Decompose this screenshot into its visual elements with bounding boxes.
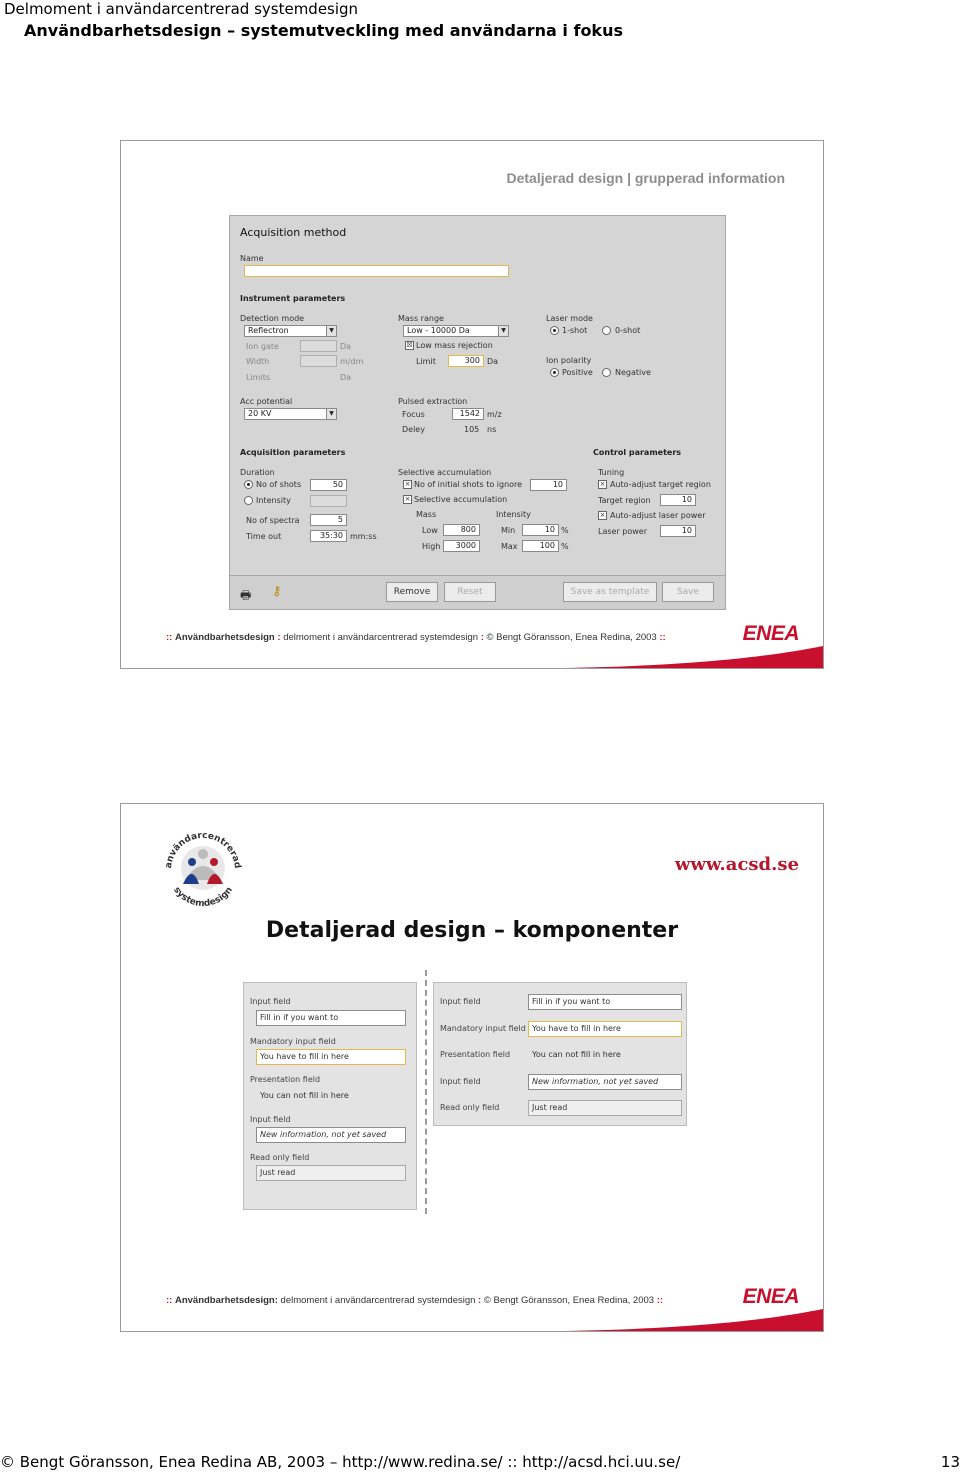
mass-range-label: Mass range [398, 314, 444, 323]
no-of-shots-label: No of shots [256, 480, 302, 489]
limit-label: Limit [416, 357, 436, 366]
mass-range-value: Low - 10000 Da [407, 326, 470, 335]
red-wedge-decoration [563, 646, 823, 668]
low-label: Low [422, 526, 438, 535]
input-field-example[interactable]: Fill in if you want to [256, 1010, 406, 1026]
components-panel-vertical [243, 982, 417, 1210]
input-field-2-label: Input field [440, 1077, 481, 1086]
initial-shots-checkbox[interactable]: × [404, 480, 411, 488]
no-of-spectra-input[interactable]: 5 [310, 514, 347, 526]
laser-power-input[interactable]: 10 [660, 525, 696, 537]
min-label: Min [501, 526, 516, 535]
focus-unit: m/z [487, 410, 502, 419]
slide-components [120, 803, 824, 1332]
high-label: High [422, 542, 441, 551]
auto-laser-checkbox[interactable]: × [599, 511, 606, 519]
intensity-column-label: Intensity [496, 510, 531, 519]
auto-target-label: Auto-adjust target region [610, 480, 711, 489]
selective-accumulation-cb-label: Selective accumulation [414, 495, 508, 504]
footer-credit: © Bengt Göransson, Enea Redina, 2003 [483, 1295, 655, 1306]
chevron-down-icon: ▼ [498, 326, 508, 336]
ion-gate-input[interactable] [300, 340, 337, 352]
acc-potential-value: 20 KV [248, 409, 272, 418]
footer-bold: Användbarhetsdesign: [174, 1295, 278, 1306]
key-icon[interactable]: ⚷ [272, 584, 282, 599]
footer-prefix: :: [166, 1295, 173, 1306]
enea-logo: ENEA [742, 1285, 799, 1308]
red-wedge-decoration [563, 1309, 823, 1331]
auto-target-checkbox[interactable]: × [599, 480, 606, 488]
high-input[interactable]: 3000 [443, 540, 480, 552]
slide-grouped-information [120, 140, 824, 669]
enea-logo: ENEA [742, 622, 799, 645]
dialog-title: Acquisition method [240, 226, 347, 239]
footer-prefix: :: [166, 632, 173, 643]
acc-potential-label: Acc potential [240, 397, 293, 406]
mass-range-select[interactable] [403, 325, 509, 337]
intensity-input[interactable] [310, 495, 347, 507]
save-button[interactable]: Save [662, 582, 714, 602]
remove-button[interactable]: Remove [386, 582, 438, 602]
no-of-spectra-label: No of spectra [246, 516, 300, 525]
limit-unit: Da [487, 357, 499, 366]
laser-mode-1shot-radio[interactable] [550, 326, 559, 335]
footer-suffix: :: [656, 1295, 664, 1306]
limits-label: Limits [246, 373, 270, 382]
laser-mode-1shot-label: 1-shot [562, 326, 588, 335]
low-mass-rejection-checkbox[interactable]: ☒ [406, 341, 413, 349]
slide-footer [166, 1295, 663, 1306]
read-only-field-label: Read only field [440, 1103, 500, 1112]
slide-footer [166, 632, 666, 643]
presentation-field-label: Presentation field [250, 1075, 321, 1084]
name-label: Name [240, 254, 264, 263]
input-field-example[interactable]: Fill in if you want to [528, 994, 682, 1010]
width-unit: m/dm [340, 357, 364, 366]
delay-value: 105 [464, 425, 480, 434]
mandatory-field-label: Mandatory input field [440, 1024, 526, 1033]
delay-unit: ns [487, 425, 497, 434]
mass-label: Mass [416, 510, 437, 519]
footer-suffix: :: [659, 632, 666, 643]
presentation-field-example: You can not fill in here [532, 1050, 621, 1059]
presentation-field-label: Presentation field [440, 1050, 511, 1059]
width-input[interactable] [300, 355, 337, 367]
acc-potential-select[interactable] [244, 408, 337, 420]
focus-label: Focus [402, 410, 425, 419]
instrument-parameters-header: Instrument parameters [240, 294, 346, 303]
detection-mode-value: Reflectron [248, 326, 289, 335]
footer-separator: : [480, 632, 484, 643]
ion-polarity-label: Ion polarity [546, 356, 592, 365]
read-only-field-example: Just read [528, 1100, 682, 1116]
control-parameters-header: Control parameters [593, 448, 682, 457]
detection-mode-label: Detection mode [240, 314, 305, 323]
max-percent: % [561, 542, 569, 551]
limit-input[interactable]: 300 [448, 355, 484, 367]
name-input[interactable] [244, 265, 509, 277]
max-input[interactable]: 100 [522, 540, 559, 552]
min-input[interactable]: 10 [522, 524, 559, 536]
duration-shots-radio[interactable] [244, 480, 253, 489]
min-percent: % [561, 526, 569, 535]
chevron-down-icon: ▼ [326, 326, 336, 336]
ion-gate-unit: Da [340, 342, 352, 351]
width-label: Width [246, 357, 270, 366]
delay-label: Deley [402, 425, 425, 434]
mandatory-field-label: Mandatory input field [250, 1037, 336, 1046]
polarity-positive-label: Positive [562, 368, 593, 377]
ion-gate-label: Ion gate [246, 342, 279, 351]
low-input[interactable]: 800 [443, 524, 480, 536]
selective-accumulation-label: Selective accumulation [398, 468, 492, 477]
chevron-down-icon: ▼ [326, 409, 336, 419]
selective-accumulation-checkbox[interactable]: × [404, 495, 411, 503]
unsaved-field-example[interactable]: New information, not yet saved [528, 1074, 682, 1090]
polarity-positive-radio[interactable] [550, 368, 559, 377]
limits-unit: Da [340, 373, 352, 382]
pulsed-extraction-label: Pulsed extraction [398, 397, 468, 406]
acquisition-method-dialog [229, 215, 726, 610]
time-out-unit: mm:ss [350, 532, 377, 541]
auto-laser-label: Auto-adjust laser power [610, 511, 706, 520]
presentation-field-example: You can not fill in here [260, 1091, 349, 1100]
time-out-label: Time out [246, 532, 282, 541]
page-number: 13 [940, 1453, 960, 1471]
unsaved-field-example[interactable]: New information, not yet saved [256, 1127, 406, 1143]
low-mass-rejection-label: Low mass rejection [416, 341, 493, 350]
target-region-input[interactable]: 10 [660, 494, 696, 506]
input-field-label: Input field [250, 997, 291, 1006]
slide-heading: Detaljerad design | grupperad information [506, 170, 785, 186]
no-of-shots-input[interactable]: 50 [310, 479, 347, 491]
logo-text-top: användarcentrerad [163, 830, 243, 870]
tuning-label: Tuning [598, 468, 625, 477]
footer-separator: : [478, 1295, 482, 1306]
components-title: Detaljerad design – komponenter [265, 918, 679, 943]
mandatory-field-example[interactable]: You have to fill in here [256, 1049, 406, 1065]
laser-mode-label: Laser mode [546, 314, 593, 323]
initial-shots-input[interactable]: 10 [530, 479, 567, 491]
target-region-label: Target region [598, 496, 651, 505]
acquisition-parameters-header: Acquisition parameters [240, 448, 346, 457]
footer-separator: : [277, 632, 281, 643]
components-panel-horizontal [433, 982, 687, 1126]
duration-label: Duration [240, 468, 275, 477]
save-as-template-button[interactable]: Save as template [563, 582, 657, 602]
footer-bold: Användbarhetsdesign [174, 632, 275, 643]
laser-power-label: Laser power [598, 527, 648, 536]
read-only-field-label: Read only field [250, 1153, 310, 1162]
acsd-logo [159, 822, 247, 910]
page-footer-text: © Bengt Göransson, Enea Redina AB, 2003 – http://www.redina.se/ :: http://acsd.hci.uu.se/ [0, 1453, 681, 1471]
print-icon[interactable]: 🖶 [240, 588, 252, 602]
focus-input[interactable]: 1542 [452, 408, 484, 420]
input-field-label: Input field [440, 997, 481, 1006]
dialog-button-bar [230, 575, 725, 609]
footer-text: delmoment i användarcentrerad systemdesign [280, 1295, 476, 1306]
reset-button[interactable]: Reset [444, 582, 496, 602]
duration-intensity-radio[interactable] [244, 496, 253, 505]
document-title: Delmoment i användarcentrerad systemdesign [4, 0, 359, 18]
intensity-label: Intensity [256, 496, 291, 505]
max-label: Max [501, 542, 518, 551]
time-out-input[interactable]: 35:30 [310, 530, 347, 542]
mandatory-field-example[interactable]: You have to fill in here [528, 1021, 682, 1037]
input-field-2-label: Input field [250, 1115, 291, 1124]
initial-shots-label: No of initial shots to ignore [414, 480, 523, 489]
footer-credit: © Bengt Göransson, Enea Redina, 2003 [486, 632, 657, 643]
laser-mode-0shot-label: 0-shot [615, 326, 641, 335]
polarity-negative-label: Negative [615, 368, 651, 377]
read-only-field-example: Just read [256, 1165, 406, 1181]
acsd-url[interactable]: www.acsd.se [674, 854, 799, 875]
polarity-negative-radio[interactable] [602, 368, 611, 377]
dashed-separator [425, 970, 427, 1214]
document-subtitle: Användbarhetsdesign – systemutveckling med användarna i fokus [24, 21, 623, 40]
laser-mode-0shot-radio[interactable] [602, 326, 611, 335]
detection-mode-select[interactable] [244, 325, 337, 337]
logo-text-bottom: systemdesign [171, 885, 235, 910]
footer-text: delmoment i användarcentrerad systemdesign [283, 632, 479, 643]
